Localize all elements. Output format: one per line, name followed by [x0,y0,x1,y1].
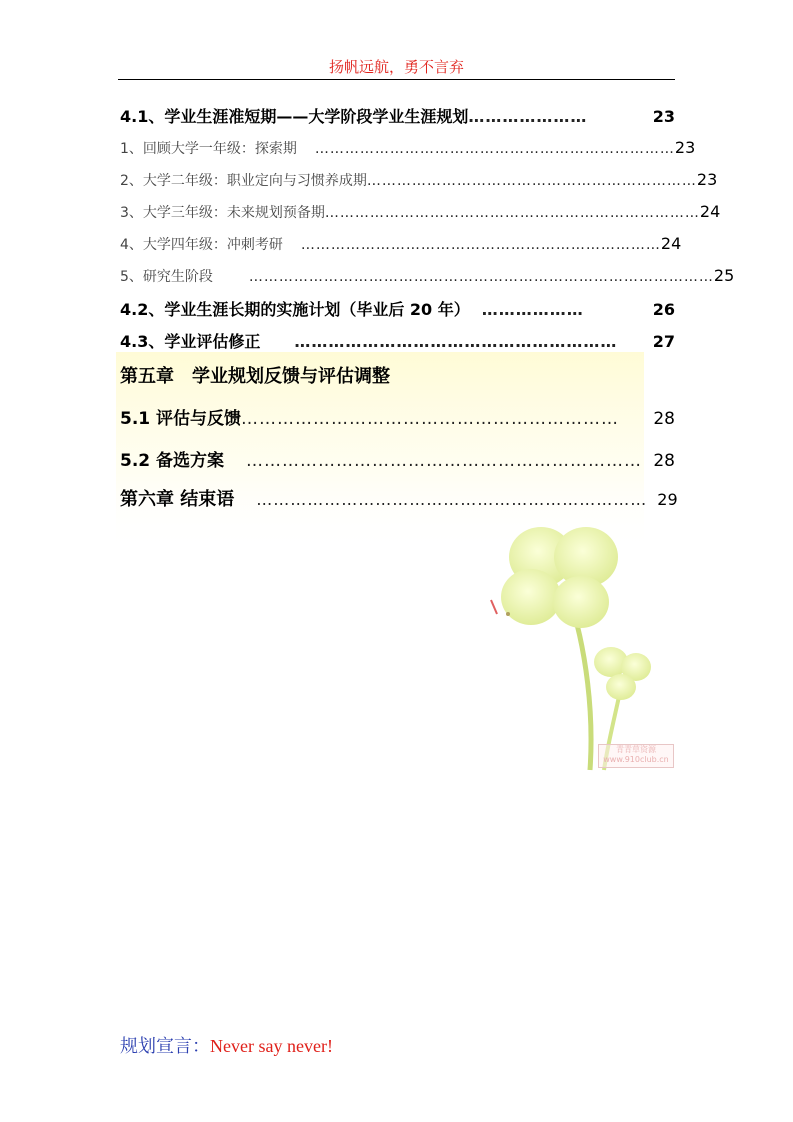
toc-entry-title: 1、回顾大学一年级：探索期 [120,141,297,157]
toc-entry-page: 26 [652,300,675,319]
watermark-stamp [598,744,674,768]
toc-entry-leader: ……………… [481,300,584,319]
toc-entry-title: 4.3、学业评估修正 [120,332,261,351]
toc-entry[interactable] [120,404,675,429]
toc-entry-page: 23 [696,170,718,189]
toc-entry[interactable] [120,202,721,222]
toc-entry-page: 27 [652,332,675,351]
motto-text: Never say never! [210,1036,333,1056]
toc-entry-leader: ………………… [468,107,588,126]
toc-entry-title: 4.1、学业生涯准短期——大学阶段学业生涯规划 [120,107,469,126]
toc-entry[interactable] [120,170,718,190]
toc-entry-title: 4.2、学业生涯长期的实施计划（毕业后 20 年） [120,300,470,319]
toc-entry[interactable] [120,138,696,158]
toc-chapter-heading[interactable] [120,362,390,388]
toc-entry-leader: ………………………………………………………………… [324,205,700,221]
toc-entry-leader: …………………………………………………………… [256,490,648,509]
toc-entry-title: 2、大学二年级：职业定向与习惯养成期 [120,173,367,189]
toc-entry-leader: ………………………………………………………… [366,173,697,189]
toc-entry[interactable] [120,485,678,511]
toc-entry[interactable] [120,297,675,320]
header-divider [118,79,675,80]
toc-entry-page: 23 [674,138,696,157]
toc-entry-page: 28 [653,409,675,429]
toc-entry-title: 第五章 学业规划反馈与评估调整 [120,366,390,387]
toc-entry-leader: ………………………………………………………………………………… [248,269,714,285]
footer-motto [120,1032,333,1058]
toc-entry[interactable] [120,266,735,286]
toc-entry-leader: ………………………………………………… [294,332,618,351]
toc-entry-page: 29 [657,490,678,509]
toc-entry[interactable] [120,234,682,254]
toc-entry-title: 5、研究生阶段 [120,269,213,285]
motto-label: 规划宣言： [120,1036,210,1057]
toc-entry-page: 24 [660,234,682,253]
toc-entry-title: 第六章 结束语 [120,489,235,510]
toc-entry-page: 28 [653,451,675,471]
toc-entry[interactable] [120,329,675,352]
toc-entry-title: 5.2 备选方案 [120,451,225,471]
watermark-line-2: www.910club.cn [603,755,669,764]
toc-entry-title: 3、大学三年级：未来规划预备期 [120,205,325,221]
toc-entry-title: 5.1 评估与反馈 [120,409,242,429]
toc-entry-page: 25 [713,266,735,285]
toc-entry-leader: ……………………………………………………… [241,409,620,429]
toc-entry-leader: ……………………………………………………………… [300,237,661,253]
toc-entry[interactable] [120,446,675,471]
toc-entry-page: 24 [699,202,721,221]
toc-entry-page: 23 [652,107,675,126]
toc-entry-title: 4、大学四年级：冲刺考研 [120,237,283,253]
toc-entry[interactable] [120,104,675,127]
watermark-line-1: 青青草资源 [616,745,656,754]
toc-entry-leader: ………………………………………………………… [246,451,643,471]
page-header: 扬帆远航，勇不言弃 [328,58,464,76]
toc-entry-leader: ……………………………………………………………… [314,141,675,157]
